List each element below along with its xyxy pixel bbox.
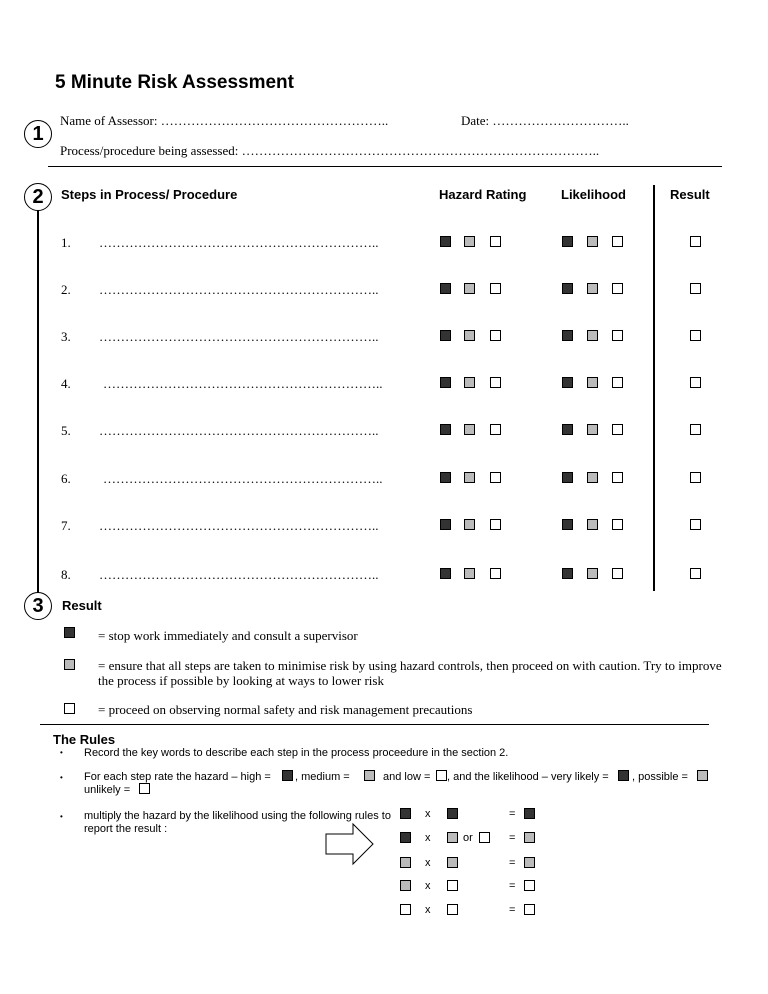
likelihood-low-checkbox[interactable] — [612, 377, 623, 388]
rule2-text-d: , and the likelihood – very likely = — [447, 771, 609, 783]
arrow-right-icon — [325, 822, 375, 866]
hazard-medium-checkbox[interactable] — [464, 330, 475, 341]
section3-divider — [40, 724, 709, 725]
hazard-high-checkbox[interactable] — [440, 283, 451, 294]
hazard-high-checkbox[interactable] — [440, 568, 451, 579]
rule-likelihood-square — [447, 832, 458, 843]
step-number: 3. — [61, 329, 71, 344]
likelihood-low-checkbox[interactable] — [612, 236, 623, 247]
rule-likelihood-square — [447, 808, 458, 819]
step-description-field[interactable]: ……………………………………………………….. — [103, 376, 383, 391]
legend-low-square — [64, 703, 75, 714]
rule2-high-square — [282, 770, 293, 781]
assessor-name-field[interactable]: Name of Assessor: …………………………………………….. — [60, 113, 389, 128]
rule-or-text: or — [463, 832, 473, 844]
likelihood-high-checkbox[interactable] — [562, 377, 573, 388]
rule-likelihood-square — [447, 880, 458, 891]
hazard-medium-checkbox[interactable] — [464, 236, 475, 247]
step-number: 2. — [61, 282, 71, 297]
page-title: 5 Minute Risk Assessment — [55, 72, 294, 93]
likelihood-high-checkbox[interactable] — [562, 424, 573, 435]
likelihood-high-checkbox[interactable] — [562, 236, 573, 247]
hazard-medium-checkbox[interactable] — [464, 424, 475, 435]
rule2-text-b: , medium = — [295, 771, 350, 783]
legend-medium-square — [64, 659, 75, 670]
hazard-high-checkbox[interactable] — [440, 236, 451, 247]
step-number: 5. — [61, 423, 71, 438]
step-description-field[interactable]: ……………………………………………………….. — [103, 471, 383, 486]
result-checkbox[interactable] — [690, 283, 701, 294]
likelihood-low-checkbox[interactable] — [612, 568, 623, 579]
rules-header: The Rules — [53, 732, 116, 747]
likelihood-medium-checkbox[interactable] — [587, 236, 598, 247]
likelihood-low-checkbox[interactable] — [612, 519, 623, 530]
likelihood-high-checkbox[interactable] — [562, 330, 573, 341]
step-number: 1. — [61, 235, 71, 250]
result-column-rule — [653, 185, 655, 591]
likelihood-high-checkbox[interactable] — [562, 283, 573, 294]
step-description-field[interactable]: ……………………………………………………….. — [99, 423, 379, 438]
likelihood-medium-checkbox[interactable] — [587, 283, 598, 294]
step-number: 8. — [61, 567, 71, 582]
hazard-low-checkbox[interactable] — [490, 330, 501, 341]
rule-hazard-square — [400, 808, 411, 819]
rule2-text-a: For each step rate the hazard – high = — [84, 771, 271, 783]
rule2-unlikely-square — [139, 783, 150, 794]
hazard-low-checkbox[interactable] — [490, 424, 501, 435]
rule-equals-sign: = — [509, 904, 516, 916]
result-checkbox[interactable] — [690, 568, 701, 579]
legend-low-text: = proceed on observing normal safety and risk management precautions — [98, 702, 473, 717]
rule-hazard-square — [400, 857, 411, 868]
rule-result-square — [524, 880, 535, 891]
rule2-text-c: and low = — [383, 771, 431, 783]
rule1-bullet: • — [60, 748, 63, 757]
rule-hazard-square — [400, 880, 411, 891]
section-number-1: 1 — [24, 120, 52, 148]
rule3-bullet: • — [60, 812, 63, 821]
process-field[interactable]: Process/procedure being assessed: ……………………………………………………………………….. — [60, 143, 600, 158]
rule3-text: multiply the hazard by the likelihood using the following rules to report the result : — [84, 810, 391, 835]
likelihood-medium-checkbox[interactable] — [587, 424, 598, 435]
likelihood-low-checkbox[interactable] — [612, 424, 623, 435]
result-checkbox[interactable] — [690, 519, 701, 530]
result-checkbox[interactable] — [690, 424, 701, 435]
likelihood-low-checkbox[interactable] — [612, 472, 623, 483]
step-description-field[interactable]: ……………………………………………………….. — [99, 282, 379, 297]
rule-likelihood-square — [447, 904, 458, 915]
result-checkbox[interactable] — [690, 472, 701, 483]
likelihood-low-checkbox[interactable] — [612, 330, 623, 341]
result-checkbox[interactable] — [690, 236, 701, 247]
result-checkbox[interactable] — [690, 377, 701, 388]
hazard-high-checkbox[interactable] — [440, 377, 451, 388]
rule-result-square — [524, 832, 535, 843]
result-section-header: Result — [62, 598, 102, 613]
hazard-high-checkbox[interactable] — [440, 330, 451, 341]
rule-times-sign: x — [425, 832, 431, 844]
result-checkbox[interactable] — [690, 330, 701, 341]
rule-times-sign: x — [425, 880, 431, 892]
rule2-low-square — [436, 770, 447, 781]
rule-equals-sign: = — [509, 857, 516, 869]
date-field[interactable]: Date: ………………………….. — [461, 113, 629, 128]
rule-result-square — [524, 904, 535, 915]
rule2-medium-square — [364, 770, 375, 781]
hazard-low-checkbox[interactable] — [490, 377, 501, 388]
rule-equals-sign: = — [509, 832, 516, 844]
rule-likelihood-alt-square — [479, 832, 490, 843]
hazard-high-checkbox[interactable] — [440, 424, 451, 435]
rule-result-square — [524, 857, 535, 868]
rule-times-sign: x — [425, 857, 431, 869]
hazard-medium-checkbox[interactable] — [464, 568, 475, 579]
hazard-high-checkbox[interactable] — [440, 472, 451, 483]
likelihood-high-checkbox[interactable] — [562, 568, 573, 579]
steps-header: Steps in Process/ Procedure — [61, 187, 238, 202]
legend-high-square — [64, 627, 75, 638]
likelihood-medium-checkbox[interactable] — [587, 472, 598, 483]
likelihood-high-checkbox[interactable] — [562, 519, 573, 530]
rule2-text-f: unlikely = — [84, 784, 131, 796]
left-vertical-rule — [37, 210, 39, 597]
likelihood-medium-checkbox[interactable] — [587, 519, 598, 530]
rule-result-square — [524, 808, 535, 819]
rule-hazard-square — [400, 904, 411, 915]
hazard-low-checkbox[interactable] — [490, 568, 501, 579]
rule-equals-sign: = — [509, 880, 516, 892]
hazard-medium-checkbox[interactable] — [464, 377, 475, 388]
likelihood-medium-checkbox[interactable] — [587, 330, 598, 341]
step-description-field[interactable]: ……………………………………………………….. — [99, 567, 379, 582]
step-number: 7. — [61, 518, 71, 533]
section-number-2: 2 — [24, 183, 52, 211]
legend-medium-text: = ensure that all steps are taken to minimise risk by using hazard controls, then proceed on with caution. Try to improve the process if possible by looking at ways to lower risk — [98, 658, 722, 688]
rule-hazard-square — [400, 832, 411, 843]
rule2-text-e: , possible = — [632, 771, 688, 783]
hazard-low-checkbox[interactable] — [490, 472, 501, 483]
rule-equals-sign: = — [509, 808, 516, 820]
step-description-field[interactable]: ……………………………………………………….. — [99, 518, 379, 533]
section1-divider — [48, 166, 722, 167]
rule-times-sign: x — [425, 904, 431, 916]
rule2-bullet: • — [60, 773, 63, 782]
rule2-possible-square — [697, 770, 708, 781]
result-header: Result — [670, 187, 710, 202]
hazard-medium-checkbox[interactable] — [464, 519, 475, 530]
step-number: 4. — [61, 376, 71, 391]
hazard-rating-header: Hazard Rating — [439, 187, 527, 202]
step-description-field[interactable]: ……………………………………………………….. — [99, 329, 379, 344]
step-description-field[interactable]: ……………………………………………………….. — [99, 235, 379, 250]
likelihood-medium-checkbox[interactable] — [587, 377, 598, 388]
rule-times-sign: x — [425, 808, 431, 820]
likelihood-medium-checkbox[interactable] — [587, 568, 598, 579]
hazard-low-checkbox[interactable] — [490, 236, 501, 247]
likelihood-high-checkbox[interactable] — [562, 472, 573, 483]
rule-likelihood-square — [447, 857, 458, 868]
hazard-low-checkbox[interactable] — [490, 519, 501, 530]
rule1-text: Record the key words to describe each step in the process proceedure in the section 2. — [84, 747, 509, 759]
legend-high-text: = stop work immediately and consult a supervisor — [98, 628, 358, 643]
hazard-medium-checkbox[interactable] — [464, 283, 475, 294]
section-number-3: 3 — [24, 592, 52, 620]
step-number: 6. — [61, 471, 71, 486]
likelihood-low-checkbox[interactable] — [612, 283, 623, 294]
hazard-low-checkbox[interactable] — [490, 283, 501, 294]
likelihood-header: Likelihood — [561, 187, 626, 202]
rule2-very-likely-square — [618, 770, 629, 781]
hazard-high-checkbox[interactable] — [440, 519, 451, 530]
hazard-medium-checkbox[interactable] — [464, 472, 475, 483]
